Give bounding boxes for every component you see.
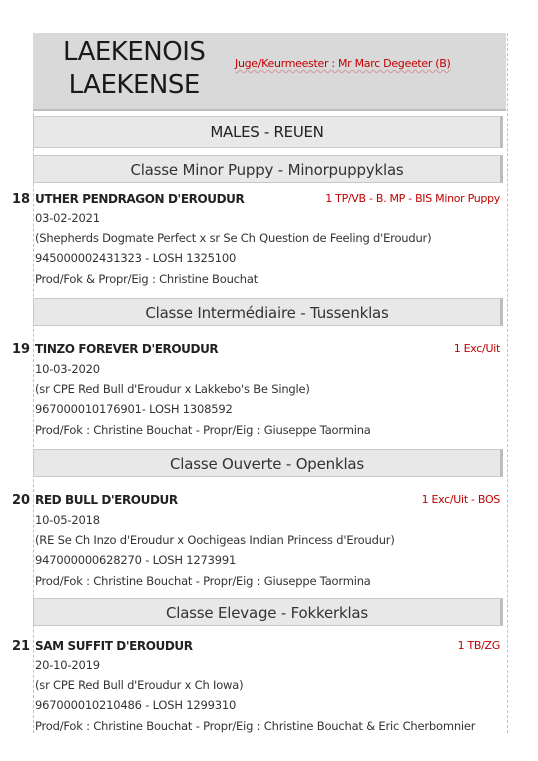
date-of-birth: 10-03-2020 <box>35 362 100 376</box>
registration-id: 967000010210486 - LOSH 1299310 <box>35 698 237 712</box>
registration-id: 947000000628270 - LOSH 1273991 <box>35 553 237 567</box>
header-box <box>33 33 506 111</box>
sex-heading: MALES - REUEN <box>33 116 503 148</box>
owners: Prod/Fok & Propr/Eig : Christine Bouchat <box>35 272 259 286</box>
date-of-birth: 10-05-2018 <box>35 513 100 527</box>
dog-name: RED BULL D'EROUDUR <box>35 493 178 507</box>
dog-name: UTHER PENDRAGON D'EROUDUR <box>35 192 245 206</box>
registration-id: 945000002431323 - LOSH 1325100 <box>35 251 237 265</box>
entry-number: 18 <box>12 192 31 207</box>
owners: Prod/Fok : Christine Bouchat - Propr/Eig : Giuseppe Taormina <box>35 574 371 588</box>
owners: Prod/Fok : Christine Bouchat - Propr/Eig : Christine Bouchat & Eric Cherbomnier <box>35 719 476 733</box>
date-of-birth: 20-10-2019 <box>35 658 100 672</box>
owners: Prod/Fok : Christine Bouchat - Propr/Eig : Giuseppe Taormina <box>35 423 371 437</box>
registration-id: 967000010176901- LOSH 1308592 <box>35 402 233 416</box>
judge-name: Juge/Keurmeester : Mr Marc Degeeter (B) <box>235 57 451 70</box>
class-heading-intermediate: Classe Intermédiaire - Tussenklas <box>33 298 503 326</box>
dog-name: SAM SUFFIT D'EROUDUR <box>35 639 193 653</box>
award: 1 TB/ZG <box>457 639 500 652</box>
pedigree: (RE Se Ch Inzo d'Eroudur x Oochigeas Indian Princess d'Eroudur) <box>35 533 395 547</box>
award: 1 Exc/Uit - BOS <box>421 493 500 506</box>
date-of-birth: 03-02-2021 <box>35 211 100 225</box>
breed-title-line1: LAEKENOIS <box>63 37 206 67</box>
breed-title-line2: LAEKENSE <box>68 70 200 100</box>
breed-title <box>63 36 205 102</box>
class-heading-minor-puppy: Classe Minor Puppy - Minorpuppyklas <box>33 155 503 183</box>
pedigree: (sr CPE Red Bull d'Eroudur x Ch Iowa) <box>35 678 244 692</box>
class-heading-breeding: Classe Elevage - Fokkerklas <box>33 598 503 626</box>
dog-name: TINZO FOREVER D'EROUDUR <box>35 342 219 356</box>
award: 1 Exc/Uit <box>453 342 500 355</box>
entry-number: 21 <box>12 639 31 654</box>
entry-number: 20 <box>12 493 31 508</box>
entry-number: 19 <box>12 342 31 357</box>
pedigree: (sr CPE Red Bull d'Eroudur x Lakkebo's Be Single) <box>35 382 310 396</box>
class-heading-open: Classe Ouverte - Openklas <box>33 449 503 477</box>
award: 1 TP/VB - B. MP - BIS Minor Puppy <box>325 192 500 205</box>
pedigree: (Shepherds Dogmate Perfect x sr Se Ch Question de Feeling d'Eroudur) <box>35 231 432 245</box>
